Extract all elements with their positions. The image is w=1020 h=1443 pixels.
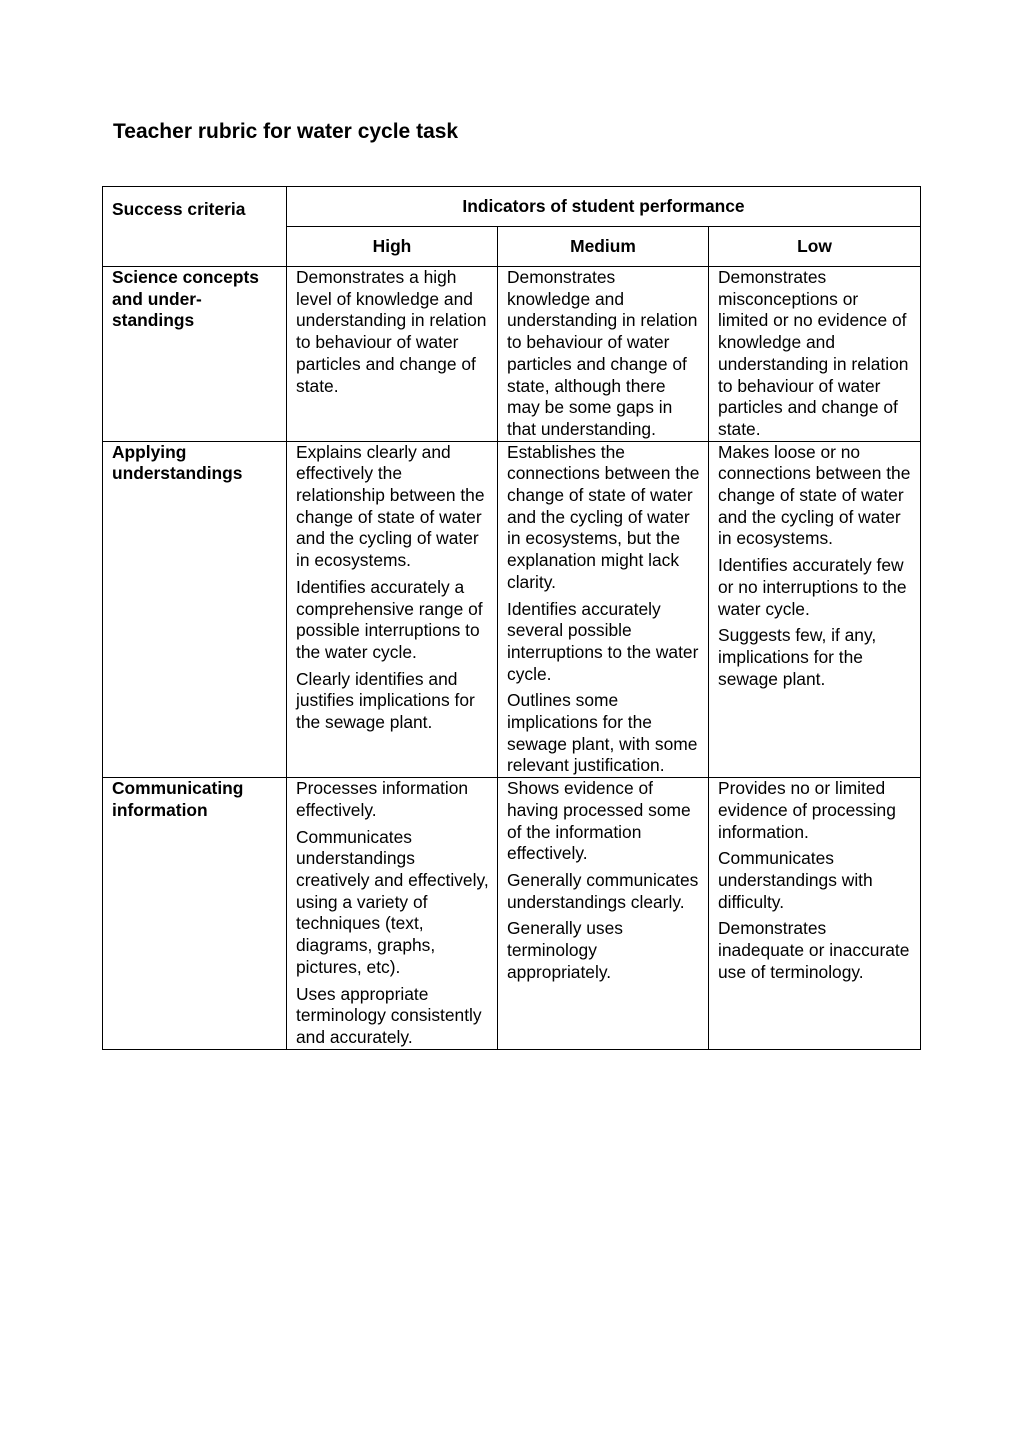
indicator-text: Makes loose or no connections between the change of state of water and the cycling of water in ecosystems.: [718, 441, 911, 549]
indicator-text: Demonstrates misconceptions or limited or no evidence of knowledge and understanding in relation to behaviour of water particles and change of state.: [718, 267, 909, 439]
low-cell: [709, 441, 921, 778]
high-cell: [287, 441, 498, 778]
level-header-medium: Medium: [498, 227, 709, 267]
indicator-text: Suggests few, if any, implications for the sewage plant.: [718, 625, 877, 689]
indicator-text: Processes information effectively.: [296, 778, 469, 820]
rubric-table: [102, 186, 921, 1050]
criterion-label: Science concepts: [112, 267, 259, 287]
table-row: [103, 441, 921, 778]
indicator-text: Generally uses terminology appropriately.: [507, 918, 623, 982]
indicator-text: Identifies accurately few or no interruptions to the water cycle.: [718, 555, 907, 619]
level-header-high: High: [287, 227, 498, 267]
indicator-text: Demonstrates inadequate or inaccurate use of terminology.: [718, 918, 910, 982]
table-row: [103, 778, 921, 1049]
low-cell: [709, 778, 921, 1049]
criterion-label: understandings: [112, 463, 243, 484]
indicator-text: Generally communicates understandings clearly.: [507, 869, 699, 912]
success-criteria-header: Success criteria: [103, 187, 287, 267]
high-cell: [287, 267, 498, 442]
level-header-low: Low: [709, 227, 921, 267]
high-cell: [287, 778, 498, 1049]
indicators-header: Indicators of student performance: [287, 187, 921, 227]
indicator-text: Uses appropriate terminology consistently and accurately.: [296, 983, 482, 1047]
indicator-text: Provides no or limited evidence of processing information.: [718, 778, 896, 842]
indicator-text: Clearly identifies and justifies implications for the sewage plant.: [296, 668, 475, 733]
indicator-text: Shows evidence of having processed some of the information effectively.: [507, 778, 691, 864]
low-cell: [709, 267, 921, 442]
criterion-label: standings: [112, 310, 195, 331]
medium-cell: [498, 267, 709, 442]
page-title: Teacher rubric for water cycle task: [113, 120, 459, 143]
criterion-label: information: [112, 799, 208, 820]
indicator-text: Demonstrates knowledge and understanding in relation to behaviour of water particles and change of state, although there may be some gaps in that understanding.: [507, 267, 698, 439]
criterion-cell: [103, 441, 287, 778]
indicator-text: Demonstrates a high level of knowledge and understanding in relation to behaviour of water particles and change of state.: [296, 267, 487, 396]
criterion-cell: [103, 267, 287, 442]
indicator-text: Identifies accurately a comprehensive range of possible interruptions to the water cycle.: [296, 576, 483, 662]
table-row: [103, 267, 921, 442]
medium-cell: [498, 778, 709, 1049]
criterion-label: and under-: [112, 288, 202, 309]
medium-cell: [498, 441, 709, 778]
indicator-text: Identifies accurately several possible interruptions to the water cycle.: [507, 598, 699, 684]
indicator-text: Explains clearly and effectively the relationship between the change of state of water and the cycling of water in ecosystems.: [296, 441, 485, 571]
indicator-text: Communicates understandings with difficulty.: [718, 848, 873, 912]
criterion-label: Applying: [112, 441, 187, 462]
indicator-text: Outlines some implications for the sewage plant, with some relevant justification.: [507, 690, 698, 776]
criterion-label: Communicating: [112, 778, 244, 799]
criterion-cell: [103, 778, 287, 1049]
indicator-text: Communicates understandings creatively and effectively, using a variety of techniques (text, diagrams, graphs, pictures, etc).: [296, 826, 489, 977]
indicator-text: Establishes the connections between the change of state of water and the cycling of water in ecosystems, but the explanation might lack clarity.: [507, 441, 700, 592]
